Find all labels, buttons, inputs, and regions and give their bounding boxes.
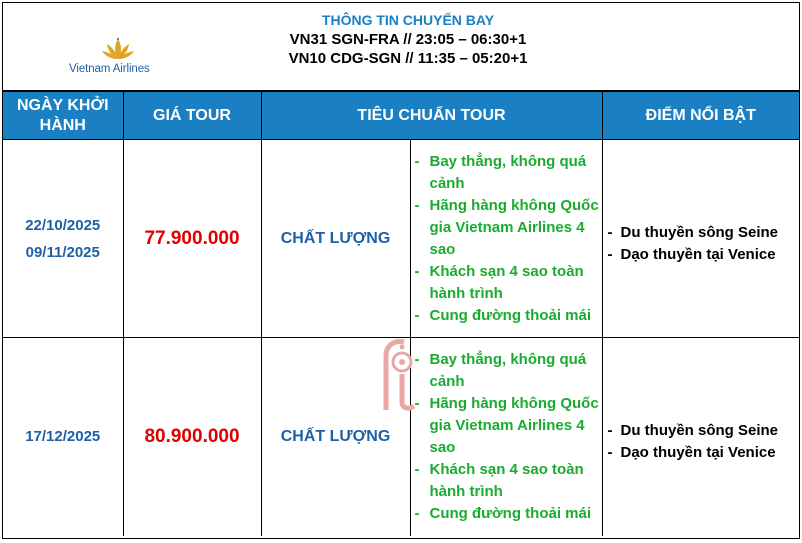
table-row: [3, 140, 799, 338]
tour-standard: CHẤT LƯỢNG: [261, 140, 410, 338]
list-item: - Khách sạn 4 sao toàn hành trình: [411, 459, 602, 503]
departure-date: 22/10/2025: [25, 216, 101, 234]
tour-standard: CHẤT LƯỢNG: [261, 338, 410, 536]
list-item: - Hãng hàng không Quốc gia Vietnam Airlines 4 sao: [411, 393, 602, 459]
col-header-highlights: ĐIỂM NỔI BẬT: [602, 92, 799, 140]
col-header-tour-price: GIÁ TOUR: [123, 92, 261, 140]
list-item: - Dạo thuyền tại Venice: [603, 442, 800, 464]
highlights-cell: [602, 140, 799, 338]
list-item: - Dạo thuyền tại Venice: [603, 244, 800, 266]
return-flight: VN10 CDG-SGN // 11:35 – 05:20+1: [288, 50, 528, 67]
table-header-row: [3, 92, 799, 140]
vietnam-airlines-logo: [69, 37, 165, 83]
departure-date: 17/12/2025: [25, 428, 101, 446]
list-item: - Khách sạn 4 sao toàn hành trình: [411, 261, 602, 305]
watermark-logo-icon: [380, 338, 420, 412]
tour-price: 80.900.000: [123, 338, 261, 536]
tour-standard-details: [410, 338, 602, 536]
departure-date: 09/11/2025: [25, 243, 100, 261]
tour-table: [3, 91, 799, 536]
airline-logo-text: Vietnam Airlines: [69, 63, 150, 75]
col-header-departure-date: NGÀY KHỞI HÀNH: [3, 92, 123, 140]
list-item: - Bay thẳng, không quá cảnh: [411, 151, 602, 195]
tour-info-sheet: [2, 2, 800, 539]
outbound-flight: VN31 SGN-FRA // 23:05 – 06:30+1: [289, 31, 527, 48]
highlights-cell: [602, 338, 799, 536]
list-item: - Bay thẳng, không quá cảnh: [411, 349, 602, 393]
departure-dates-cell: [3, 338, 123, 536]
lotus-icon: [101, 37, 135, 61]
list-item: - Cung đường thoải mái: [411, 305, 602, 327]
list-item: - Cung đường thoải mái: [411, 503, 602, 525]
flight-info-header: [3, 3, 799, 91]
list-item: - Du thuyền sông Seine: [603, 420, 800, 442]
col-header-tour-standard: TIÊU CHUẨN TOUR: [261, 92, 602, 140]
departure-dates-cell: [3, 140, 123, 338]
tour-standard-details: [410, 140, 602, 338]
tour-price: 77.900.000: [123, 140, 261, 338]
flight-info-title: THÔNG TIN CHUYẾN BAY: [321, 12, 495, 28]
list-item: - Hãng hàng không Quốc gia Vietnam Airlines 4 sao: [411, 195, 602, 261]
list-item: - Du thuyền sông Seine: [603, 222, 800, 244]
